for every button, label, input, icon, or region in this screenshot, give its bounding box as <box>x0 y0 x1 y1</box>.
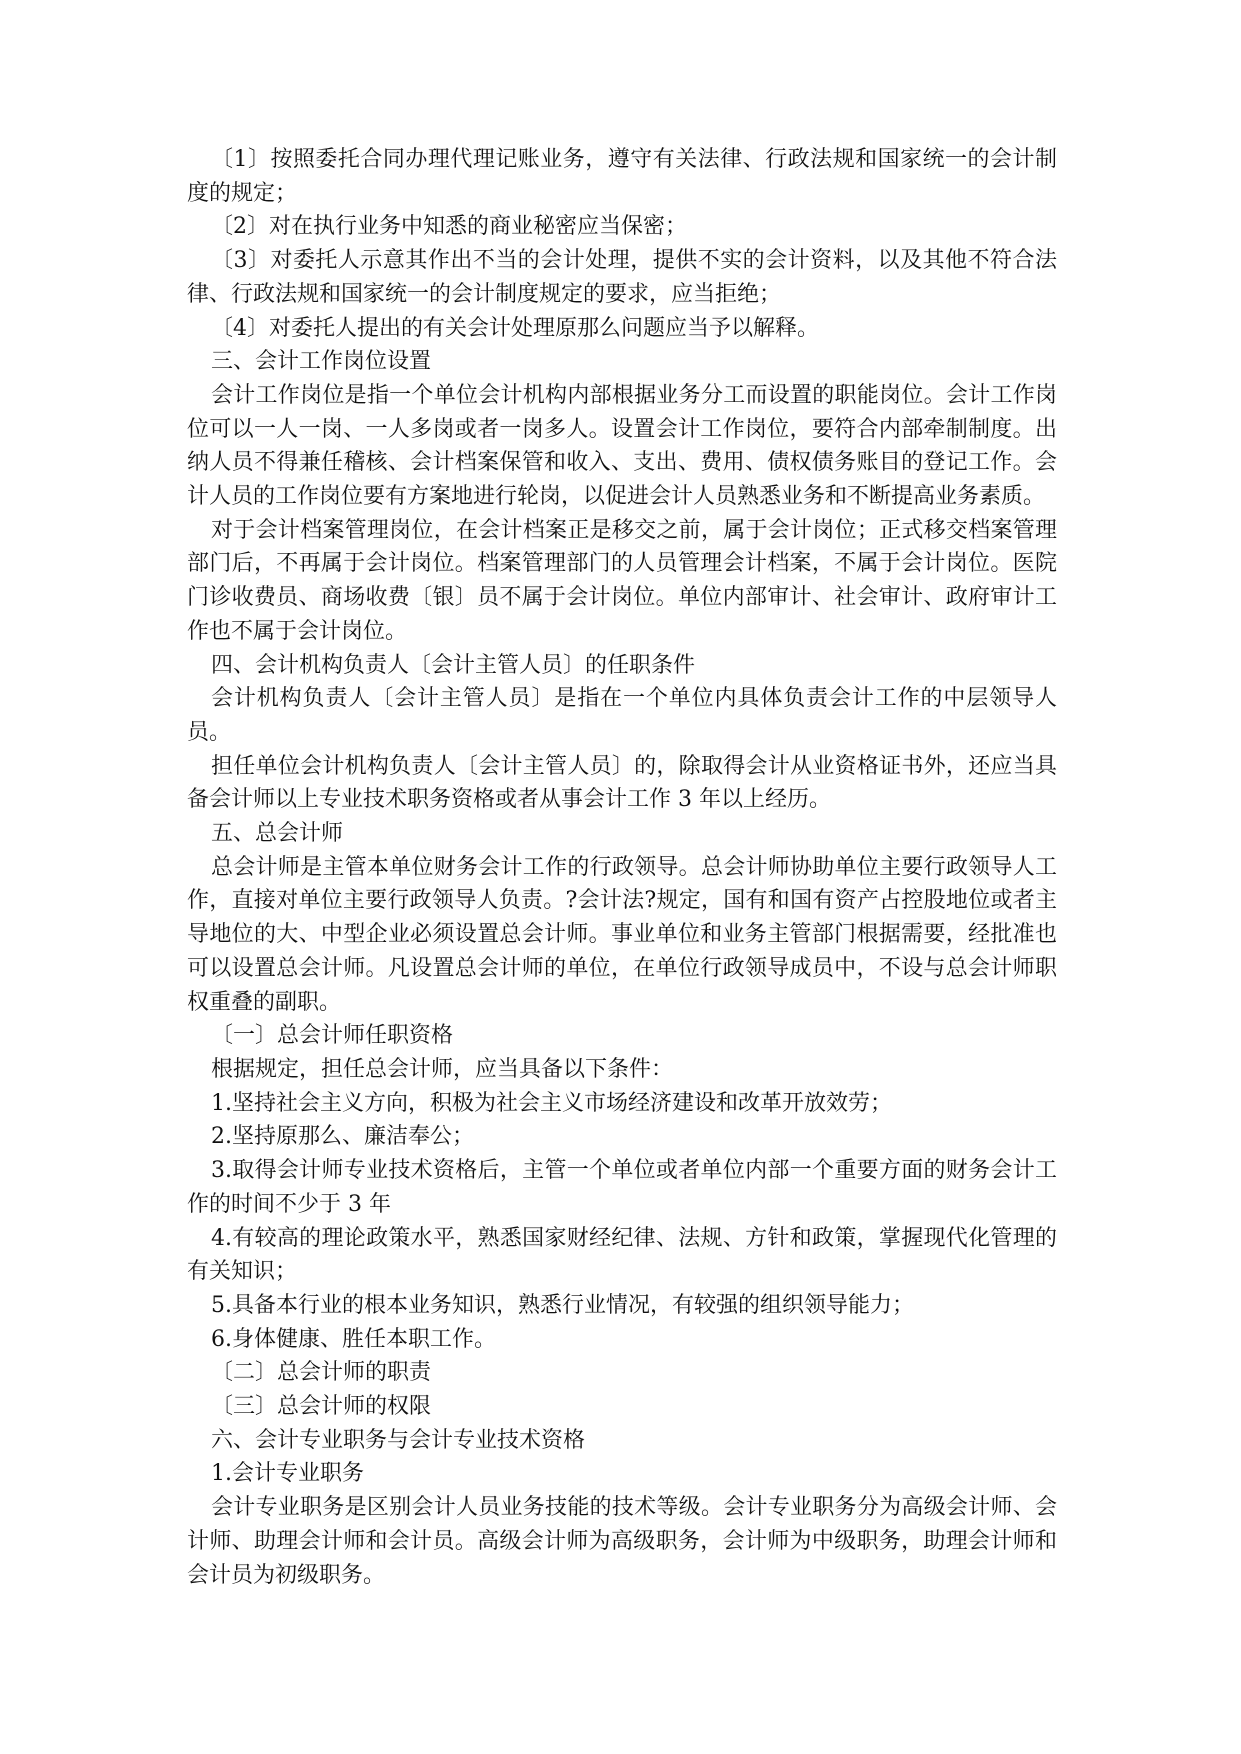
subsection-heading-1: 〔一〕总会计师任职资格 <box>211 1023 454 1049</box>
section-heading-6: 六、会计专业职务与会计专业技术资格 <box>211 1427 586 1453</box>
paragraph-clause-2: 〔2〕对在执行业务中知悉的商业秘密应当保密； <box>211 214 687 240</box>
paragraph: 根据规定，担任总会计师，应当具备以下条件： <box>211 1056 674 1082</box>
list-item: 4.有较高的理论政策水平，熟悉国家财经纪律、法规、方针和政策，掌握现代化管理的有关知识； <box>187 1225 1057 1285</box>
paragraph-clause-3: 〔3〕对委托人示意其作出不当的会计处理，提供不实的会计资料，以及其他不符合法律、行政法规和国家统一的会计制度规定的要求，应当拒绝； <box>187 248 1057 307</box>
paragraph-clause-4: 〔4〕对委托人提出的有关会计处理原那么问题应当予以解释。 <box>211 315 819 341</box>
subsection-heading-3: 〔三〕总会计师的权限 <box>211 1394 432 1420</box>
paragraph-clause-1: 〔1〕按照委托合同办理代理记账业务，遵守有关法律、行政法规和国家统一的会计制度的规定； <box>187 147 1057 206</box>
subsection-heading-numbered: 1.会计专业职务 <box>211 1461 364 1487</box>
list-item: 2.坚持原那么、廉洁奉公； <box>211 1124 474 1150</box>
paragraph: 总会计师是主管本单位财务会计工作的行政领导。总会计师协助单位主要行政领导人工作，直接对单位主要行政领导人负责。?会计法?规定，国有和国有资产占控股地位或者主导地位的大、中型企业必须设置总会计师。事业单位和业务主管部门根据需要，经批准也可以设置总会计师。凡设置总会计师的单位，在单位行政领导成员中，不设与总会计师职权重叠的副职。 <box>187 854 1057 1015</box>
subsection-heading-2: 〔二〕总会计师的职责 <box>211 1360 432 1386</box>
section-heading-4: 四、会计机构负责人〔会计主管人员〕的任职条件 <box>211 652 696 678</box>
list-item: 1.坚持社会主义方向，积极为社会主义市场经济建设和改革开放效劳； <box>211 1090 892 1116</box>
paragraph: 会计专业职务是区别会计人员业务技能的技术等级。会计专业职务分为高级会计师、会计师、助理会计师和会计员。高级会计师为高级职务，会计师为中级职务，助理会计师和会计员为初级职务。 <box>187 1495 1057 1588</box>
paragraph: 会计机构负责人〔会计主管人员〕是指在一个单位内具体负责会计工作的中层领导人员。 <box>187 686 1057 745</box>
section-heading-3: 三、会计工作岗位设置 <box>211 349 432 375</box>
list-item: 6.身体健康、胜任本职工作。 <box>211 1326 496 1352</box>
list-item: 3.取得会计师专业技术资格后，主管一个单位或者单位内部一个重要方面的财务会计工作的时间不少于 3 年 <box>187 1158 1057 1217</box>
section-heading-5: 五、总会计师 <box>211 821 344 847</box>
list-item: 5.具备本行业的根本业务知识，熟悉行业情况，有较强的组织领导能力； <box>211 1292 914 1318</box>
paragraph: 对于会计档案管理岗位，在会计档案正是移交之前，属于会计岗位；正式移交档案管理部门后，不再属于会计岗位。档案管理部门的人员管理会计档案，不属于会计岗位。医院门诊收费员、商场收费〔银〕员不属于会计岗位。单位内部审计、社会审计、政府审计工作也不属于会计岗位。 <box>187 517 1057 644</box>
paragraph: 担任单位会计机构负责人〔会计主管人员〕的，除取得会计从业资格证书外，还应当具备会计师以上专业技术职务资格或者从事会计工作 3 年以上经历。 <box>187 753 1057 813</box>
document-page <box>187 143 1057 1592</box>
paragraph: 会计工作岗位是指一个单位会计机构内部根据业务分工而设置的职能岗位。会计工作岗位可以一人一岗、一人多岗或者一岗多人。设置会计工作岗位，要符合内部牵制制度。出纳人员不得兼任稽核、会计档案保管和收入、支出、费用、债权债务账目的登记工作。会计人员的工作岗位要有方案地进行轮岗，以促进会计人员熟悉业务和不断提高业务素质。 <box>187 382 1057 510</box>
